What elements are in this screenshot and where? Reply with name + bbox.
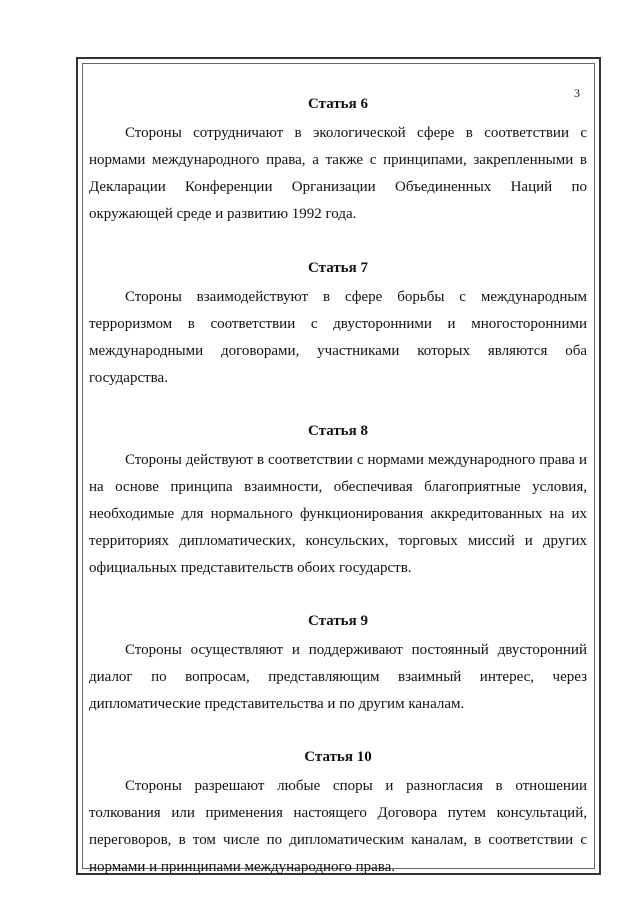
article-8: [89, 421, 587, 582]
document-body: [89, 94, 587, 881]
article-text: Стороны действуют в соответствии с нормами международного права и на основе принципа взаимности, обеспечивая благоприятные условия, необходимые для нормального функционирования аккредитованных на их территориях дипломатических, консульских, торговых миссий и других официальных представительств обоих государств.: [89, 452, 587, 576]
article-9: [89, 611, 587, 718]
article-text: Стороны сотрудничают в экологической сфере в соответствии с нормами международного права, а также с принципами, закрепленными в Декларации Конференции Организации Объединенных Наций по окружающей среде и развитию 1992 года.: [89, 125, 587, 222]
article-text: Стороны взаимодействуют в сфере борьбы с международным терроризмом в соответствии с двусторонними и многосторонними международными договорами, участниками которых являются оба государства.: [89, 289, 587, 386]
article-6: [89, 94, 587, 228]
article-text: Стороны разрешают любые споры и разногласия в отношении толкования или применения настоящего Договора путем консультаций, переговоров, в том числе по дипломатическим каналам, в соответствии с нормами и принципами международного права.: [89, 778, 587, 875]
article-heading: Статья 9: [308, 613, 368, 629]
article-heading: Статья 10: [304, 749, 372, 765]
article-heading: Статья 7: [308, 260, 368, 276]
article-7: [89, 258, 587, 392]
article-heading: Статья 8: [308, 423, 368, 439]
article-text: Стороны осуществляют и поддерживают постоянный двусторонний диалог по вопросам, представляющим взаимный интерес, через дипломатические представительства и по другим каналам.: [89, 642, 587, 712]
article-10: [89, 747, 587, 881]
article-heading: Статья 6: [308, 96, 368, 112]
page-number: 3: [574, 86, 580, 100]
